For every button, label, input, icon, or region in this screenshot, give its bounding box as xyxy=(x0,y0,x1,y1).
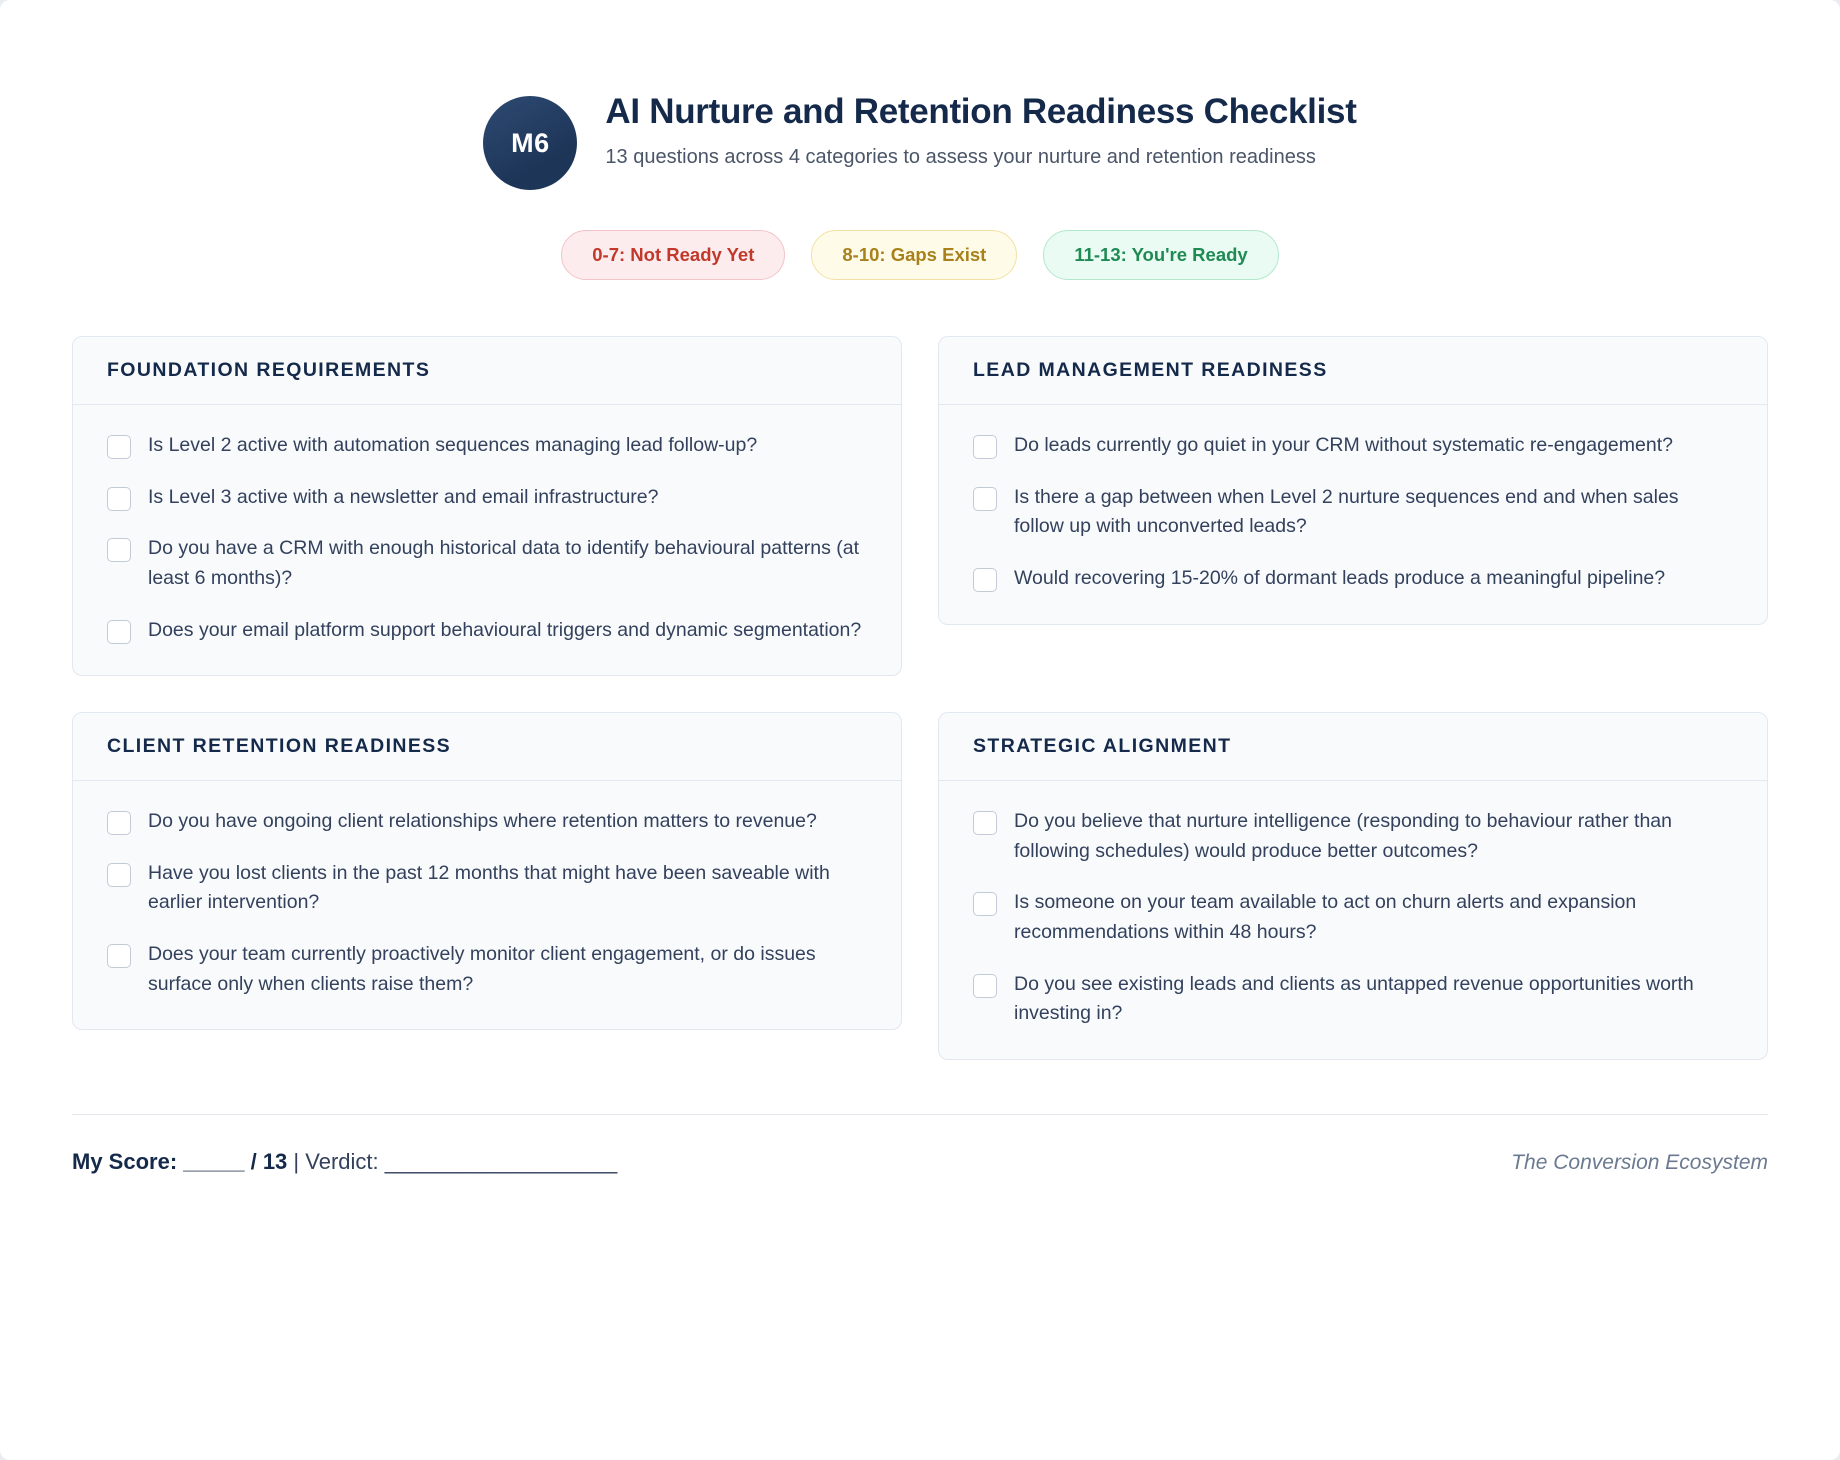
checklist-item[interactable] xyxy=(107,431,867,461)
checklist-item[interactable] xyxy=(973,564,1733,594)
checklist-item-label: Do you have ongoing client relationships where retention matters to revenue? xyxy=(148,810,817,833)
checklist-item[interactable] xyxy=(973,483,1733,542)
category-header xyxy=(939,337,1767,405)
checkbox-icon[interactable] xyxy=(973,487,997,511)
checkbox-icon[interactable] xyxy=(973,435,997,459)
checkbox-icon[interactable] xyxy=(107,944,131,968)
checkbox-icon[interactable] xyxy=(107,620,131,644)
category-items xyxy=(939,405,1767,624)
category-items xyxy=(73,781,901,1029)
category-items xyxy=(939,781,1767,1059)
checkbox-icon[interactable] xyxy=(973,568,997,592)
brand-name: The Conversion Ecosystem xyxy=(1511,1150,1768,1174)
score-blank[interactable]: _____ xyxy=(183,1148,245,1174)
module-badge: M6 xyxy=(483,96,577,190)
checklist-item-label: Would recovering 15-20% of dormant leads produce a meaningful pipeline? xyxy=(1014,566,1666,589)
category-card-lead-management-readiness xyxy=(938,336,1768,625)
category-title: STRATEGIC ALIGNMENT xyxy=(973,735,1232,758)
checklist-item[interactable] xyxy=(107,859,867,918)
checklist-item[interactable] xyxy=(973,970,1733,1029)
checklist-item[interactable] xyxy=(107,807,867,837)
verdict-blank[interactable]: ___________________ xyxy=(384,1148,618,1174)
checkbox-icon[interactable] xyxy=(107,435,131,459)
checklist-item-label: Do you have a CRM with enough historical data to identify behavioural patterns (at least 6 months)? xyxy=(148,537,860,589)
checkbox-icon[interactable] xyxy=(107,863,131,887)
category-title: CLIENT RETENTION READINESS xyxy=(107,735,452,758)
checklist-item[interactable] xyxy=(973,431,1733,461)
checklist-item[interactable] xyxy=(107,616,867,646)
category-title: FOUNDATION REQUIREMENTS xyxy=(107,359,431,381)
page-title: AI Nurture and Retention Readiness Checklist xyxy=(605,92,1357,131)
category-header xyxy=(939,713,1767,781)
checklist-item-label: Is Level 2 active with automation sequences managing lead follow-up? xyxy=(148,434,758,456)
checklist-item-label: Do you see existing leads and clients as untapped revenue opportunities worth investing in? xyxy=(1014,972,1694,1025)
score-line xyxy=(72,1149,617,1175)
score-legend xyxy=(72,230,1768,280)
checklist-item[interactable] xyxy=(107,534,867,593)
legend-pill-gaps-exist: 8-10: Gaps Exist xyxy=(811,230,1017,280)
page-subtitle: 13 questions across 4 categories to assess your nurture and retention readiness xyxy=(605,146,1316,169)
checklist-item-label: Have you lost clients in the past 12 months that might have been saveable with earlier intervention? xyxy=(148,861,830,914)
page-footer xyxy=(72,1115,1768,1229)
checklist-item[interactable] xyxy=(973,807,1733,866)
legend-pill-not-ready: 0-7: Not Ready Yet xyxy=(561,230,785,280)
checkbox-icon[interactable] xyxy=(107,811,131,835)
header-text-block xyxy=(605,92,1356,170)
score-total: / 13 xyxy=(250,1148,288,1174)
category-items xyxy=(73,405,901,675)
checklist-item-label: Does your team currently proactively monitor client engagement, or do issues surface only when clients raise them? xyxy=(148,943,816,995)
checklist-item-label: Is there a gap between when Level 2 nurture sequences end and when sales follow up with unconverted leads? xyxy=(1014,485,1679,538)
checklist-item-label: Does your email platform support behavioural triggers and dynamic segmentation? xyxy=(148,618,862,641)
checkbox-icon[interactable] xyxy=(107,487,131,511)
category-card-foundation-requirements xyxy=(72,336,902,676)
checklist-item[interactable] xyxy=(107,483,867,513)
category-header xyxy=(73,337,901,405)
checkbox-icon[interactable] xyxy=(107,538,131,562)
score-separator: | xyxy=(293,1148,300,1174)
category-grid xyxy=(72,336,1768,1060)
category-header xyxy=(73,713,901,781)
category-card-client-retention-readiness xyxy=(72,712,902,1030)
checklist-item-label: Do leads currently go quiet in your CRM without systematic re-engagement? xyxy=(1014,434,1673,456)
checkbox-icon[interactable] xyxy=(973,974,997,998)
score-label: My Score: xyxy=(72,1148,178,1174)
checklist-item-label: Is someone on your team available to act on churn alerts and expansion recommendations within 48 hours? xyxy=(1014,891,1637,943)
checklist-item-label: Is Level 3 active with a newsletter and email infrastructure? xyxy=(148,485,659,508)
checkbox-icon[interactable] xyxy=(973,811,997,835)
page-header xyxy=(72,40,1768,190)
checkbox-icon[interactable] xyxy=(973,892,997,916)
checklist-item[interactable] xyxy=(973,888,1733,947)
checklist-item-label: Do you believe that nurture intelligence (responding to behaviour rather than following schedules) would produce better outcomes? xyxy=(1014,810,1673,862)
verdict-label: Verdict: xyxy=(305,1148,379,1174)
checklist-item[interactable] xyxy=(107,940,867,999)
category-card-strategic-alignment xyxy=(938,712,1768,1060)
category-title: LEAD MANAGEMENT READINESS xyxy=(973,359,1328,381)
legend-pill-youre-ready: 11-13: You're Ready xyxy=(1043,230,1278,280)
